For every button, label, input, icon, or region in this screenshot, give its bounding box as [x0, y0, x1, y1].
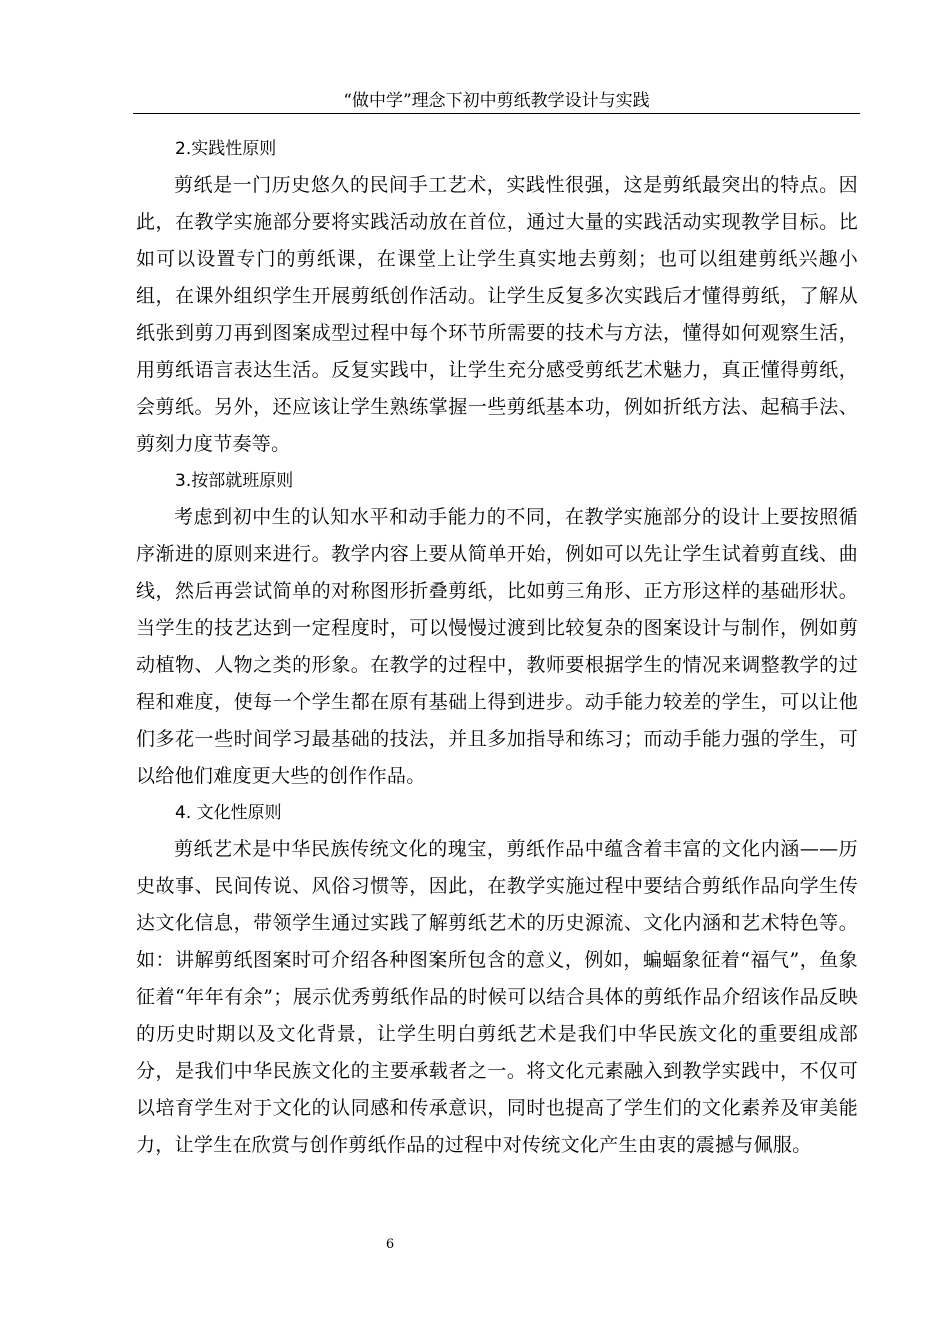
running-header-title: “做中学”理念下初中剪纸教学设计与实践: [343, 91, 650, 111]
section-practice-principle: [136, 131, 858, 463]
header-divider: [133, 113, 860, 114]
document-body: [136, 131, 858, 1164]
section-culture-principle: [136, 795, 858, 1164]
section-paragraph: 考虑到初中生的认知水平和动手能力的不同，在教学实施部分的设计上要按照循序渐进的原则来进行。教学内容上要从简单开始，例如可以先让学生试着剪直线、曲线，然后再尝试简单的对称图形折叠剪纸，比如剪三角形、正方形这样的基础形状。当学生的技艺达到一定程度时，可以慢慢过渡到比较复杂的图案设计与制作，例如剪动植物、人物之类的形象。在教学的过程中，教师要根据学生的情况来调整教学的过程和难度，使每一个学生都在原有基础上得到进步。动手能力较差的学生，可以让他们多花一些时间学习最基础的技法，并且多加指导和练习；而动手能力强的学生，可以给他们难度更大些的创作作品。: [136, 506, 858, 787]
page-number: 6: [385, 1237, 395, 1252]
section-paragraph: 剪纸是一门历史悠久的民间手工艺术，实践性很强，这是剪纸最突出的特点。因此，在教学实施部分要将实践活动放在首位，通过大量的实践活动实现教学目标。比如可以设置专门的剪纸课，在课堂上让学生真实地去剪刻；也可以组建剪纸兴趣小组，在课外组织学生开展剪纸创作活动。让学生反复多次实践后才懂得剪纸，了解从纸张到剪刀再到图案成型过程中每个环节所需要的技术与方法，懂得如何观察生活，用剪纸语言表达生活。反复实践中，让学生充分感受剪纸艺术魅力，真正懂得剪纸，会剪纸。另外，还应该让学生熟练掌握一些剪纸基本功，例如折纸方法、起稿手法、剪刻力度节奏等。: [136, 174, 858, 455]
section-heading: 2.实践性原则: [175, 139, 277, 159]
section-heading: 3.按部就班原则: [175, 471, 294, 491]
section-paragraph: 剪纸艺术是中华民族传统文化的瑰宝，剪纸作品中蕴含着丰富的文化内涵——历史故事、民间传说、风俗习惯等，因此，在教学实施过程中要结合剪纸作品向学生传达文化信息，带领学生通过实践了解剪纸艺术的历史源流、文化内涵和艺术特色等。如：讲解剪纸图案时可介绍各种图案所包含的意义，例如，蝙蝠象征着“福气”，鱼象征着“年年有余”；展示优秀剪纸作品的时候可以结合具体的剪纸作品介绍该作品反映的历史时期以及文化背景，让学生明白剪纸艺术是我们中华民族文化的重要组成部分，是我们中华民族文化的主要承载者之一。将文化元素融入到教学实践中，不仅可以培育学生对于文化的认同感和传承意识，同时也提高了学生们的文化素养及审美能力，让学生在欣赏与创作剪纸作品的过程中对传统文化产生由衷的震撼与佩服。: [136, 838, 858, 1156]
section-heading: 4. 文化性原则: [175, 803, 282, 823]
section-step-by-step-principle: [136, 463, 858, 795]
